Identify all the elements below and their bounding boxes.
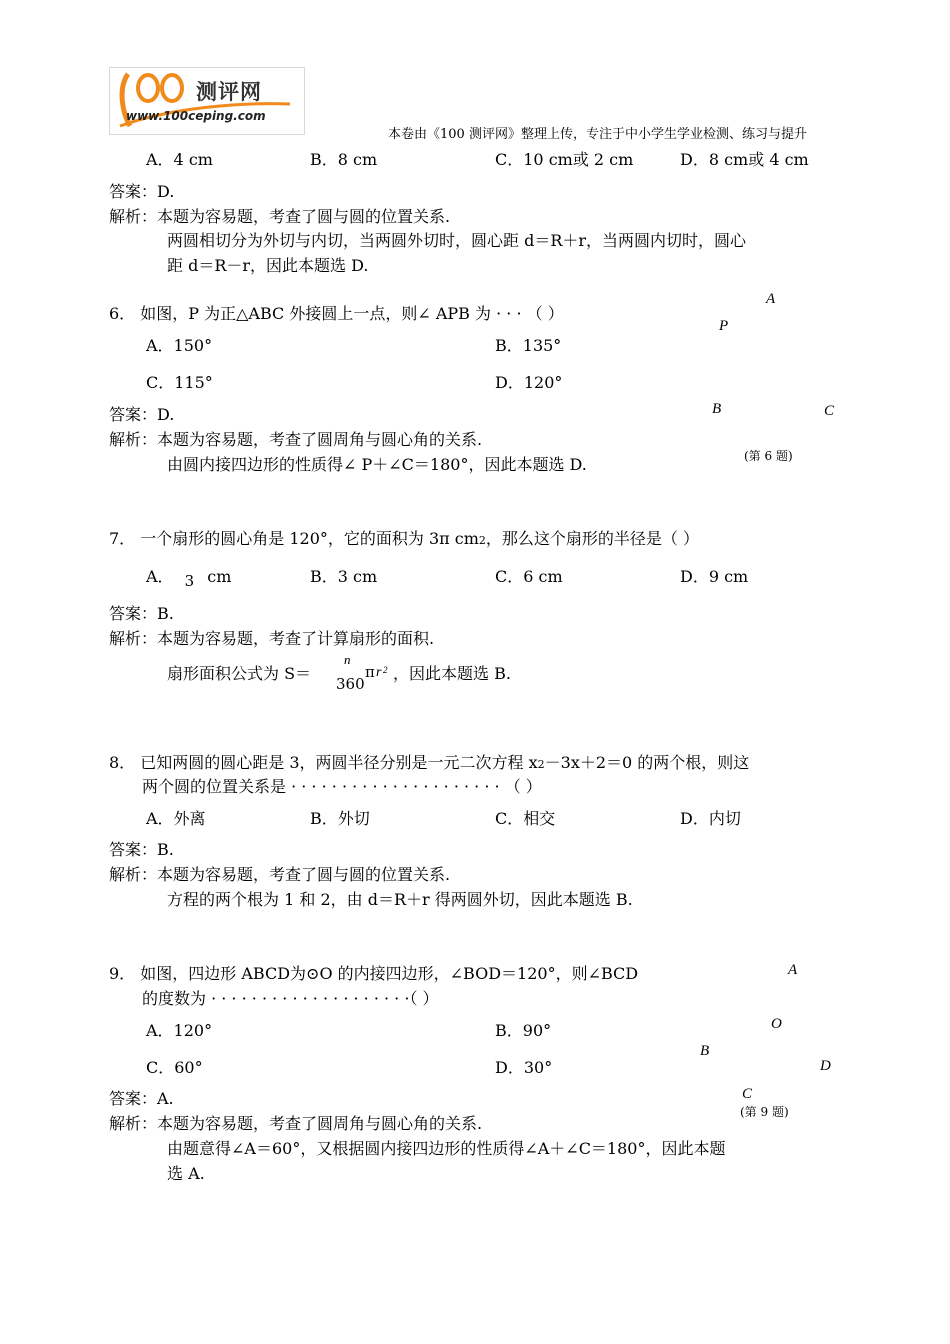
- q9-option-c: C．60°: [146, 1058, 203, 1077]
- q6-stem: 6． 如图，P 为正△ABC 外接圆上一点，则∠ APB 为 · · · （ ）: [109, 304, 564, 323]
- q6-figure-label-c: C: [824, 403, 835, 419]
- q9-figure-label-d: D: [820, 1058, 831, 1074]
- q7-formula-numerator: n: [344, 652, 351, 667]
- q9-stem-line: 9． 如图，四边形 ABCD为⊙O 的内接四边形，∠BOD＝120°，则∠BCD: [109, 964, 639, 983]
- site-logo: [109, 67, 305, 135]
- q7-option-a-value: 3: [184, 572, 195, 590]
- q9-option-d: D．30°: [495, 1058, 553, 1077]
- q9-figure-label-o: O: [771, 1016, 782, 1032]
- logo-url: www.100ceping.com: [126, 109, 266, 123]
- q7-option-d: D．9 cm: [680, 567, 749, 586]
- q7-formula-line: [167, 661, 311, 684]
- q9-figure-label-a: A: [788, 962, 798, 978]
- q6-option-d: D．120°: [495, 373, 563, 392]
- q7-option-b: B．3 cm: [310, 567, 378, 586]
- q7-formula-suffix: ，因此本题选 B.: [393, 664, 511, 683]
- q7-answer: 答案：B.: [109, 604, 174, 623]
- q5-analysis-line: 两圆相切分为外切与内切，当两圆外切时，圆心距 d＝R＋r，当两圆内切时，圆心: [167, 231, 747, 250]
- q8-stem-text: 8． 已知两圆的圆心距是 3，两圆半径分别是一元二次方程 x: [109, 753, 538, 772]
- q8-stem-line: [109, 750, 749, 773]
- q6-option-c: C．115°: [146, 373, 213, 392]
- q8-stem-line: 两个圆的位置关系是 · · · · · · · · · · · · · · · · · · · · · （ ）: [142, 777, 542, 796]
- q5-analysis-line: 解析：本题为容易题，考查了圆与圆的位置关系.: [109, 207, 451, 226]
- q9-analysis-line: 选 A.: [167, 1164, 205, 1183]
- q9-figure-caption: (第 9 题): [740, 1105, 789, 1119]
- q7-formula-prefix: 扇形面积公式为 S＝: [167, 664, 312, 683]
- q5-analysis-line: 距 d＝R－r，因此本题选 D.: [167, 256, 369, 275]
- q9-stem-line: 的度数为 · · · · · · · · · · · · · · · · · · · ·（ ）: [142, 989, 439, 1008]
- q5-option-a: A．4 cm: [146, 150, 213, 169]
- q6-figure-label-p: P: [719, 318, 729, 334]
- q6-answer: 答案：D.: [109, 405, 175, 424]
- q9-figure-label-c: C: [742, 1086, 753, 1102]
- q5-option-b: B．8 cm: [310, 150, 378, 169]
- q7-stem: [109, 526, 699, 549]
- q8-stem-text-end: －3x＋2＝0 的两个根，则这: [544, 753, 750, 772]
- q9-analysis-line: 由题意得∠A＝60°，又根据圆内接四边形的性质得∠A＋∠C＝180°，因此本题: [167, 1139, 726, 1158]
- q9-option-b: B．90°: [495, 1021, 552, 1040]
- q7-option-a-prefix: A．: [146, 567, 174, 586]
- q7-stem-text: 7． 一个扇形的圆心角是 120°，它的面积为 3π cm: [109, 529, 479, 548]
- q7-formula-pi: π: [365, 663, 375, 681]
- logo-text: 测评网: [196, 80, 262, 104]
- q7-option-a: [146, 564, 232, 590]
- q9-option-a: A．120°: [146, 1021, 213, 1040]
- q5-option-c: C．10 cm或 2 cm: [495, 150, 634, 169]
- q7-formula-r: r: [376, 665, 382, 680]
- q8-analysis-line: 解析：本题为容易题，考查了圆与圆的位置关系.: [109, 865, 451, 884]
- q7-stem-superscript: 2: [478, 534, 486, 547]
- q8-stem-superscript: 2: [537, 758, 545, 771]
- q7-formula-denominator: 360: [336, 675, 365, 693]
- q7-option-a-unit: cm: [207, 567, 232, 586]
- q9-figure-label-b: B: [700, 1043, 710, 1059]
- q7-analysis-line: 解析：本题为容易题，考查了计算扇形的面积.: [109, 629, 435, 648]
- q9-analysis-line: 解析：本题为容易题，考查了圆周角与圆心角的关系.: [109, 1114, 483, 1133]
- q8-option-c: C．相交: [495, 809, 556, 828]
- q6-option-b: B．135°: [495, 336, 562, 355]
- q6-option-a: A．150°: [146, 336, 213, 355]
- q9-answer: 答案：A.: [109, 1089, 174, 1108]
- q8-option-d: D．内切: [680, 809, 741, 828]
- q8-analysis-line: 方程的两个根为 1 和 2，由 d＝R＋r 得两圆外切，因此本题选 B.: [167, 890, 633, 909]
- q7-option-c: C．6 cm: [495, 567, 563, 586]
- q6-figure-label-a: A: [766, 291, 776, 307]
- q7-stem-text-end: ，那么这个扇形的半径是（ ）: [485, 529, 699, 548]
- q6-analysis-line: 解析：本题为容易题，考查了圆周角与圆心角的关系.: [109, 430, 483, 449]
- q5-answer: 答案：D.: [109, 182, 175, 201]
- q6-figure-caption: (第 6 题): [744, 449, 793, 463]
- q8-answer: 答案：B.: [109, 840, 174, 859]
- q6-figure-label-b: B: [712, 401, 722, 417]
- q6-analysis-line: 由圆内接四边形的性质得∠ P＋∠C＝180°，因此本题选 D.: [167, 455, 587, 474]
- q7-fraction-bar: [338, 669, 364, 670]
- header-note: 本卷由《100 测评网》整理上传，专注于中小学生学业检测、练习与提升: [388, 127, 807, 142]
- q5-option-d: D．8 cm或 4 cm: [680, 150, 809, 169]
- q7-formula-exponent: 2: [383, 665, 388, 675]
- q8-option-b: B．外切: [310, 809, 370, 828]
- q8-option-a: A．外离: [146, 809, 206, 828]
